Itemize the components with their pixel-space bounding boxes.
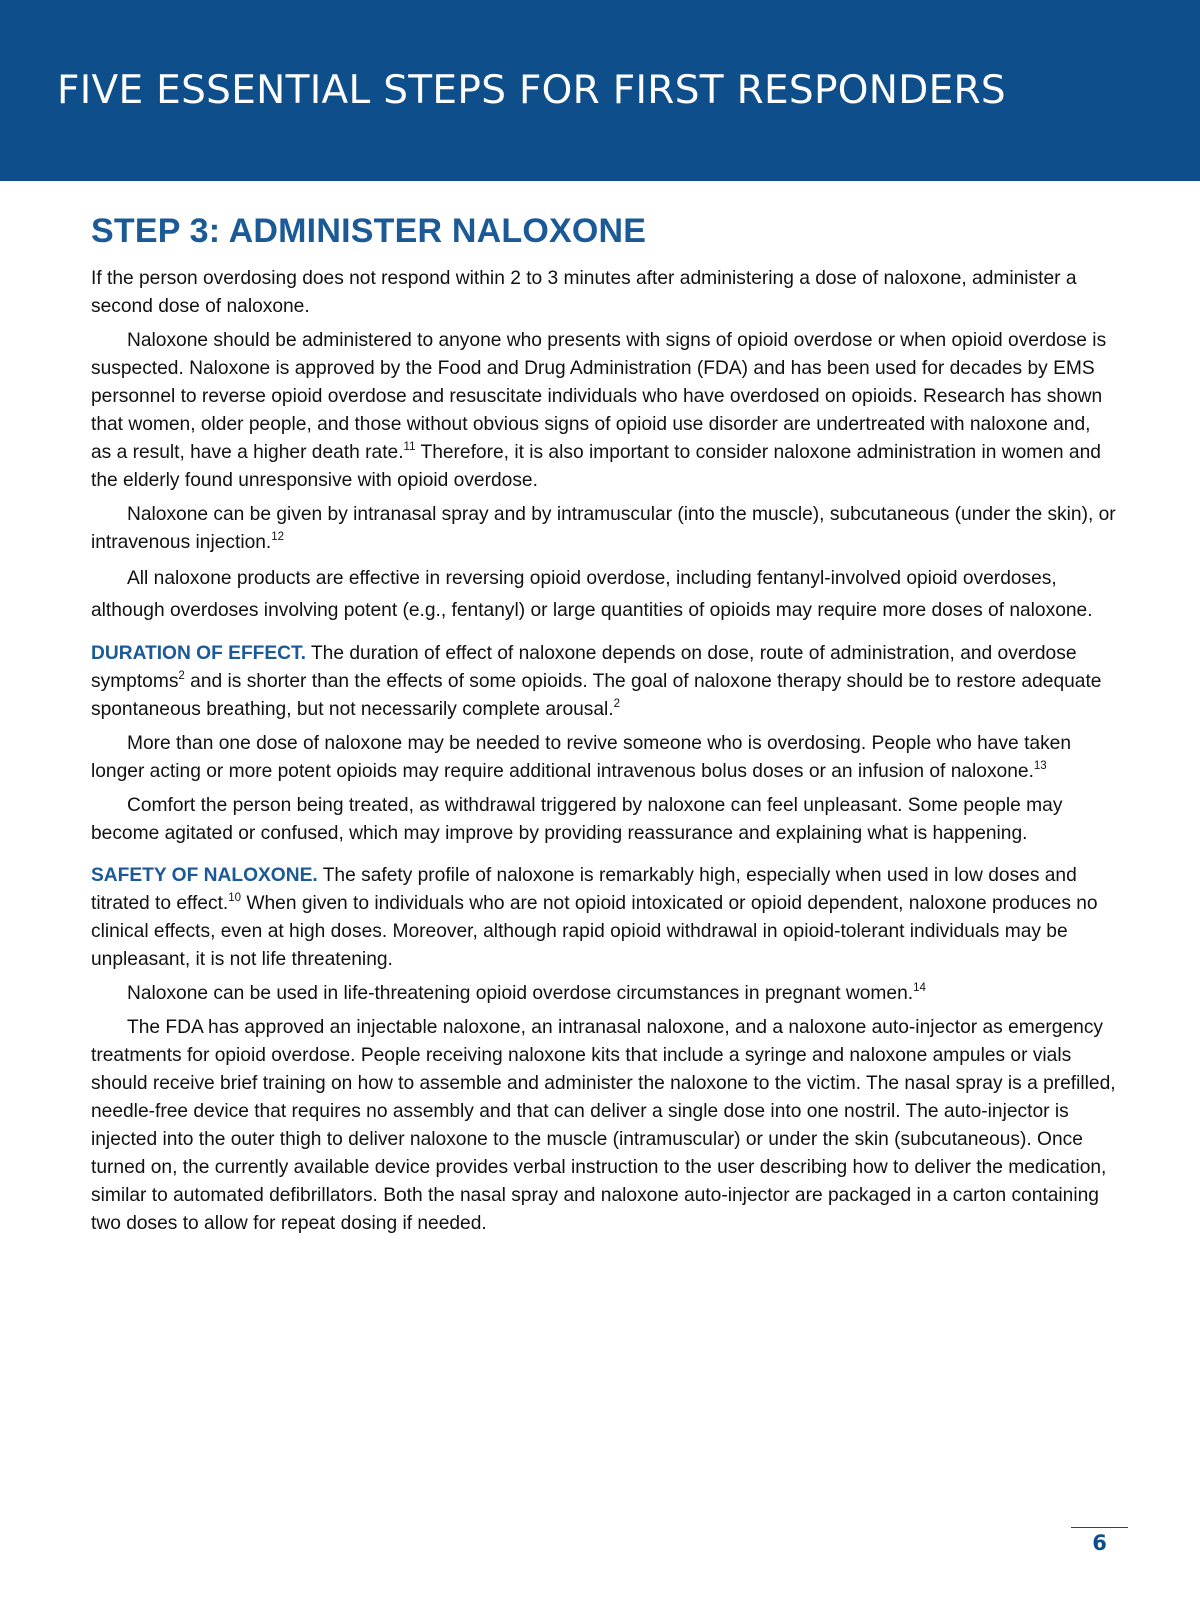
multiple-dose-text: More than one dose of naloxone may be needed to revive someone who is overdosing. People who have taken longer acting or more potent opioids may require additional intravenous bolus doses or an infusion of naloxone. <box>91 733 1072 782</box>
banner-title: FIVE ESSENTIAL STEPS FOR FIRST RESPONDERS <box>57 68 1006 113</box>
pregnancy-text: Naloxone can be used in life-threatening opioid overdose circumstances in pregnant women. <box>127 983 914 1004</box>
footnote-ref: 14 <box>913 982 926 994</box>
routes-text: Naloxone can be given by intranasal spray and by intramuscular (into the muscle), subcutaneous (under the skin), or intravenous injection. <box>91 504 1116 553</box>
duration-paragraph <box>91 640 1116 724</box>
duration-text-b: and is shorter than the effects of some opioids. The goal of naloxone therapy should be to restore adequate spontaneous breathing, but not necessarily complete arousal. <box>91 671 1102 720</box>
safety-paragraph <box>91 862 1116 974</box>
page-number-rule <box>1071 1527 1128 1528</box>
comfort-paragraph <box>91 792 1116 848</box>
duration-text-a: The duration of effect of naloxone depends on dose, route of administration, and overdose symptoms <box>91 643 1077 692</box>
footnote-ref: 13 <box>1033 760 1047 772</box>
footnote-ref: 2 <box>613 698 621 710</box>
intro-text: If the person overdosing does not respond within 2 to 3 minutes after administering a dose of naloxone, administer a second dose of naloxone. <box>91 268 1077 317</box>
comfort-text: Comfort the person being treated, as withdrawal triggered by naloxone can feel unpleasant. Some people may become agitated or confused, which may improve by providing reassurance and explaining what is happening. <box>91 795 1063 844</box>
products-text: All naloxone products are effective in reversing opioid overdose, including fentanyl-involved opioid overdoses, although overdoses involving potent (e.g., fentanyl) or large quantities of opioids may require more doses of naloxone. <box>91 568 1093 621</box>
fda-products-text: The FDA has approved an injectable naloxone, an intranasal naloxone, and a naloxone auto-injector as emergency treatments for opioid overdose. People receiving naloxone kits that include a syringe and naloxone ampules or vials should receive brief training on how to assemble and administer the naloxone to the victim. The nasal spray is a prefilled, needle-free device that requires no assembly and that can deliver a single dose into one nostril. The auto-injector is injected into the outer thigh to deliver naloxone to the muscle (intramuscular) or under the skin (subcutaneous). Once turned on, the currently available device provides verbal instruction to the user describing how to deliver the medication, similar to automated defibrillators. Both the nasal spray and naloxone auto-injector are packaged in a carton containing two doses to allow for repeat dosing if needed. <box>91 1017 1116 1234</box>
routes-paragraph <box>91 501 1116 557</box>
footnote-ref: 11 <box>403 441 416 453</box>
duration-lead: DURATION OF EFFECT. <box>91 643 306 664</box>
step-heading: STEP 3: ADMINISTER NALOXONE <box>91 212 647 250</box>
footnote-ref: 10 <box>228 892 242 904</box>
multiple-dose-paragraph <box>91 730 1116 786</box>
products-paragraph <box>91 563 1116 626</box>
safety-lead: SAFETY OF NALOXONE. <box>91 865 318 886</box>
footnote-ref: 12 <box>271 531 285 543</box>
safety-text-b: When given to individuals who are not opioid intoxicated or opioid dependent, naloxone produces no clinical effects, even at high doses. Moreover, although rapid opioid withdrawal in opioid-tolerant individuals may be unpleasant, it is not life threatening. <box>91 893 1098 970</box>
pregnancy-paragraph <box>91 980 1116 1008</box>
indication-text-a: Naloxone should be administered to anyone who presents with signs of opioid overdose or when opioid overdose is suspected. Naloxone is approved by the Food and Drug Administration (FDA) and has been used for decades by EMS personnel to reverse opioid overdose and resuscitate individuals who have overdosed on opioids. Research has shown that women, older people, and those without obvious signs of opioid use disorder are undertreated with naloxone and, as a result, have a higher death rate. <box>91 330 1107 463</box>
page-number: 6 <box>1092 1531 1107 1555</box>
header-banner <box>0 0 1200 181</box>
indication-text-b: Therefore, it is also important to consider naloxone administration in women and the elderly found unresponsive with opioid overdose. <box>91 442 1101 491</box>
indication-paragraph <box>91 327 1116 495</box>
page-content <box>91 212 1116 1244</box>
footnote-ref: 2 <box>178 670 185 682</box>
fda-products-paragraph <box>91 1014 1116 1238</box>
safety-text-a: The safety profile of naloxone is remarkably high, especially when used in low doses and titrated to effect. <box>91 865 1077 914</box>
intro-paragraph <box>91 265 1116 321</box>
